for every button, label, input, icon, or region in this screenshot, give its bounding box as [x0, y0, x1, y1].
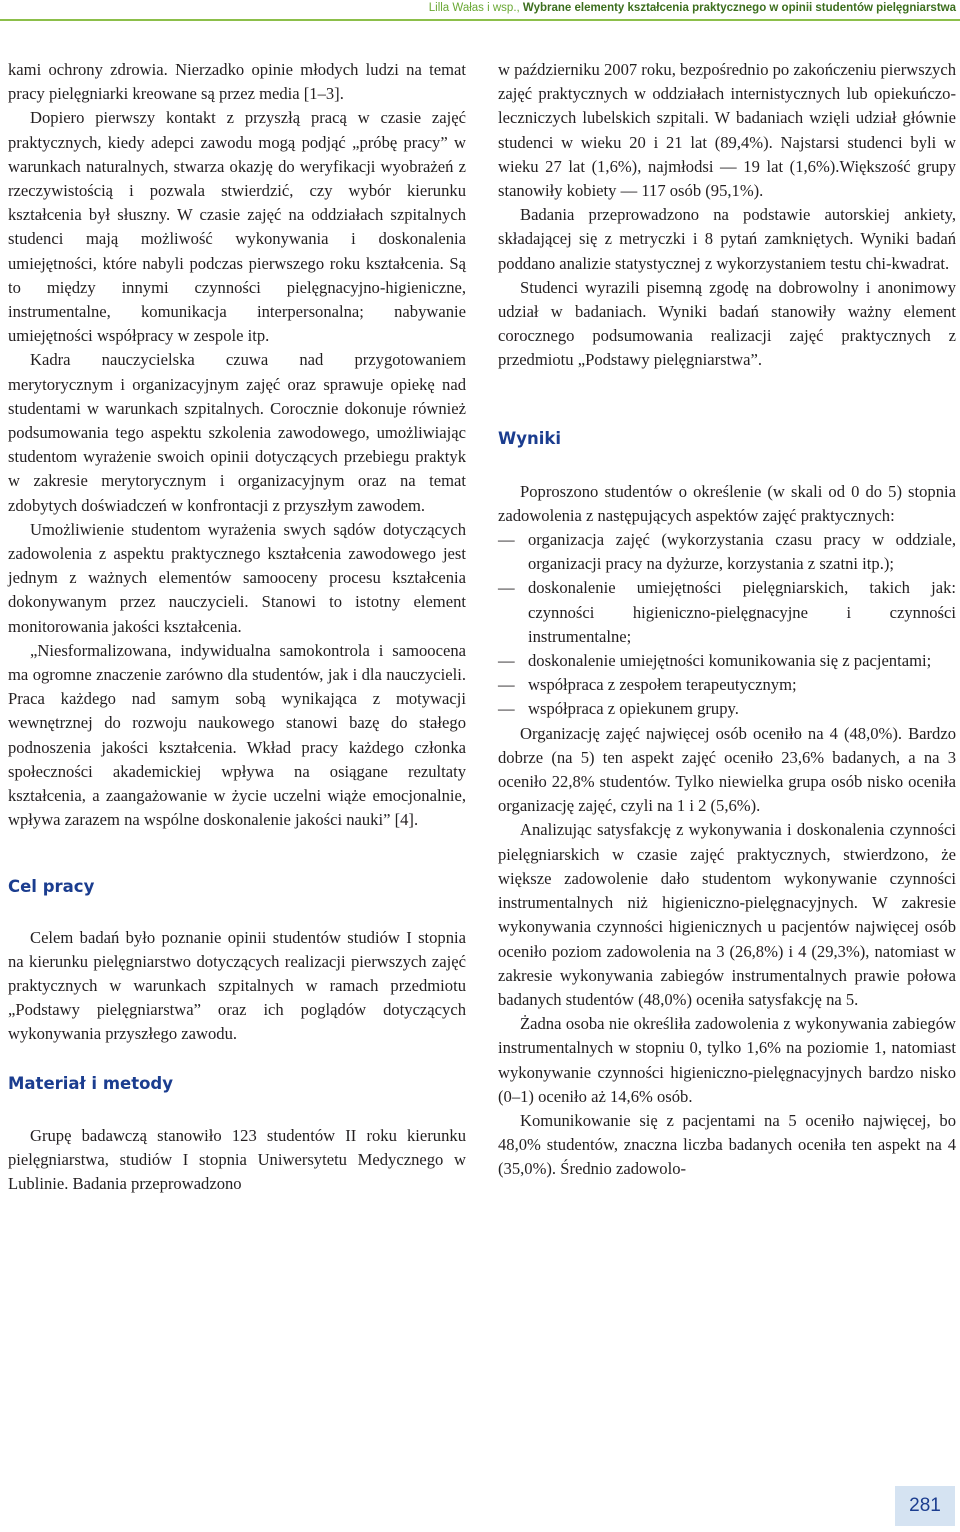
paragraph: Komunikowanie się z pacjentami na 5 oceniło najwięcej, bo 48,0% studentów, znaczna liczba badanych oceniła ten aspekt na 4 (35,0%). Średnio zadowolo-	[498, 1110, 956, 1179]
paragraph: Kadra nauczycielska czuwa nad przygotowaniem merytorycznym i organizacyjnym zajęć oraz sprawuje opiekę nad studentami w warunkach szpitalnych. Corocznie dokonuje również podsumowania tego aspektu szkolenia zawodowego, umożliwiając studentom wyrażenie swoich opinii dotyczących przebiegu praktyk w zakresie merytorycznym i organizacyjnym oraz na temat zdobytych doświadczeń w konfrontacji z przyszłym zawodem.	[8, 350, 466, 515]
paragraph: kami ochrony zdrowia. Nierzadko opinie młodych ludzi na temat pracy pielęgniarki kreowane są przez media [1–3].	[8, 60, 466, 104]
paragraph: Żadna osoba nie określiła zadowolenia z wykonywania zabiegów instrumentalnych w stopniu 0, tylko 1,6% na poziomie 1, natomiast wykonywanie czynności higieniczno-pielęgnacyjnych bardzo nisko (0–1) oceniło aż 14,6% osób.	[498, 1014, 956, 1106]
dash-bullet: —	[498, 578, 515, 598]
list-item: — organizacja zajęć (wykorzystania czasu pracy w oddziale, organizacji pracy na dyżurze, korzystania z szatni itp.);	[498, 530, 956, 574]
list-item: — współpraca z zespołem terapeutycznym;	[498, 673, 956, 697]
section-heading-wyniki: Wyniki	[498, 428, 561, 448]
dash-bullet: —	[498, 530, 515, 550]
paragraph: w październiku 2007 roku, bezpośrednio po zakończeniu pierwszych zajęć praktycznych w oddziałach internistycznych lub opiekuńczo-leczniczych lubelskich szpitali. W badaniach wzięli udział głównie studenci w wieku 20 i 21 lat (89,4%). Najstarsi studenci byli w wieku 27 lat (1,6%), najmłodsi — 19 lat (1,6%).Większość grupy stanowiły kobiety — 117 osób (95,1%).	[498, 60, 957, 201]
section-heading-cel-pracy: Cel pracy	[8, 876, 95, 896]
list-item: — doskonalenie umiejętności pielęgniarskich, takich jak: czynności higieniczno-pielęgnacyjne i czynności instrumentalne;	[498, 578, 956, 646]
paragraph: Grupę badawczą stanowiło 123 studentów II roku kierunku pielęgniarstwa, studiów I stopnia Uniwersytetu Medycznego w Lublinie. Badania przeprowadzono	[8, 1125, 466, 1193]
list-item: — doskonalenie umiejętności komunikowania się z pacjentami;	[498, 649, 956, 673]
dash-bullet: —	[498, 699, 515, 719]
paragraph: Umożliwienie studentom wyrażenia swych sądów dotyczących zadowolenia z aspektu praktycznego kształcenia zawodowego jest jednym z ważnych elementów samooceny procesu kształcenia dokonywanym przez nauczycieli. Stanowi to istotny element monitorowania jakości kształcenia.	[8, 519, 466, 636]
running-head-author: Lilla Wałas i wsp.,	[428, 2, 520, 14]
paragraph: Celem badań było poznanie opinii studentów studiów I stopnia na kierunku pielęgniarstwo dotyczących realizacji pierwszych zajęć praktycznych w warunkach szpitalnych w ramach przedmiotu „Podstawy pielęgniarstwa” oraz ich poglądów dotyczących wykonywania przyszłego zawodu.	[8, 927, 466, 1044]
paragraph: Organizację zajęć najwięcej osób oceniło na 4 (48,0%). Bardzo dobrze (na 5) ten aspekt zajęć oceniło 23,6% badanych, a na 3 oceniło 22,8% studentów. Tylko niewielka grupa osób nisko oceniła organizację zajęć, czyli na 1 i 2 (5,6%).	[498, 723, 956, 816]
paragraph: Analizując satysfakcję z wykonywania i doskonalenia czynności pielęgniarskich w czasie zajęć praktycznych, stwierdzono, że większe zadowolenie dało studentom wykonywanie czynności instrumentalnych niż higieniczno-pielęgnacyjnych. W zakresie wykonywania czynności higienicznych u pacjentów najwięcej osób oceniło poziom zadowolenia na 3 (26,8%) i 4 (29,3%), natomiast w zakresie wykonywania zabiegów instrumentalnych prawie połowa badanych studentów (48,0%) oceniła satysfakcję na 5.	[498, 820, 956, 1009]
paragraph: Studenci wyrazili pisemną zgodę na dobrowolny i anonimowy udział w badaniach. Wyniki badań stanowiły ważny element corocznego podsumowania realizacji zajęć praktycznych z przedmiotu „Podstawy pielęgniarstwa”.	[498, 277, 956, 370]
paragraph: Poproszono studentów o określenie (w skali od 0 do 5) stopnia zadowolenia z następujących aspektów zajęć praktycznych:	[498, 481, 956, 525]
paragraph: Badania przeprowadzono na podstawie autorskiej ankiety, składającej się z metryczki i 8 pytań zamkniętych. Wyniki badań poddano analizie statystycznej z wykorzystaniem testu chi-kwadrat.	[498, 205, 956, 273]
paragraph: Dopiero pierwszy kontakt z przyszłą pracą w czasie zajęć praktycznych, kiedy adepci zawodu mogą podjąć „próbę pracy” w warunkach naturalnych, stwarza okazję do weryfikacji wyobrażeń z rzeczywistością i pozwala stwierdzić, czy wybór kierunku kształcenia był słuszny. W czasie zajęć na oddziałach szpitalnych studenci mają możliwość wykonywania i doskonalenia umiejętności, które nabyli podczas pierwszego roku kształcenia. Są to między innymi czynności pielęgnacyjno-higieniczne, instrumentalne, komunikacja interpersonalna; nabywanie umiejętności współpracy w zespole itp.	[8, 108, 466, 346]
aspects-list	[498, 528, 956, 722]
dash-bullet: —	[498, 675, 515, 695]
dash-bullet: —	[498, 651, 515, 671]
page-number: 281	[895, 1486, 955, 1526]
header-divider	[0, 19, 960, 21]
list-item: — współpraca z opiekunem grupy.	[498, 697, 956, 721]
right-column	[498, 58, 956, 1182]
paragraph: „Niesformalizowana, indywidualna samokontrola i samoocena ma ogromne znaczenie zarówno dla studentów, jak i dla nauczycieli. Praca każdego nad samym sobą wynikająca z motywacji wewnętrznej do rozwoju naukowego stanowi bazę do stałego podnoszenia jakości kształcenia. Wkład pracy każdego członka społeczności akademickiej wpływa na osiągane rezultaty kształcenia, a zaangażowanie w życie uczelni wiąże emocjonalnie, wpływa zarazem na wspólne doskonalenie jakości nauki” [4].	[8, 640, 466, 830]
running-head	[0, 0, 960, 16]
running-head-title: Wybrane elementy kształcenia praktycznego w opinii studentów pielęgniarstwa	[522, 2, 956, 14]
section-heading-material-i-metody: Materiał i metody	[8, 1073, 173, 1093]
left-column	[8, 58, 466, 1196]
